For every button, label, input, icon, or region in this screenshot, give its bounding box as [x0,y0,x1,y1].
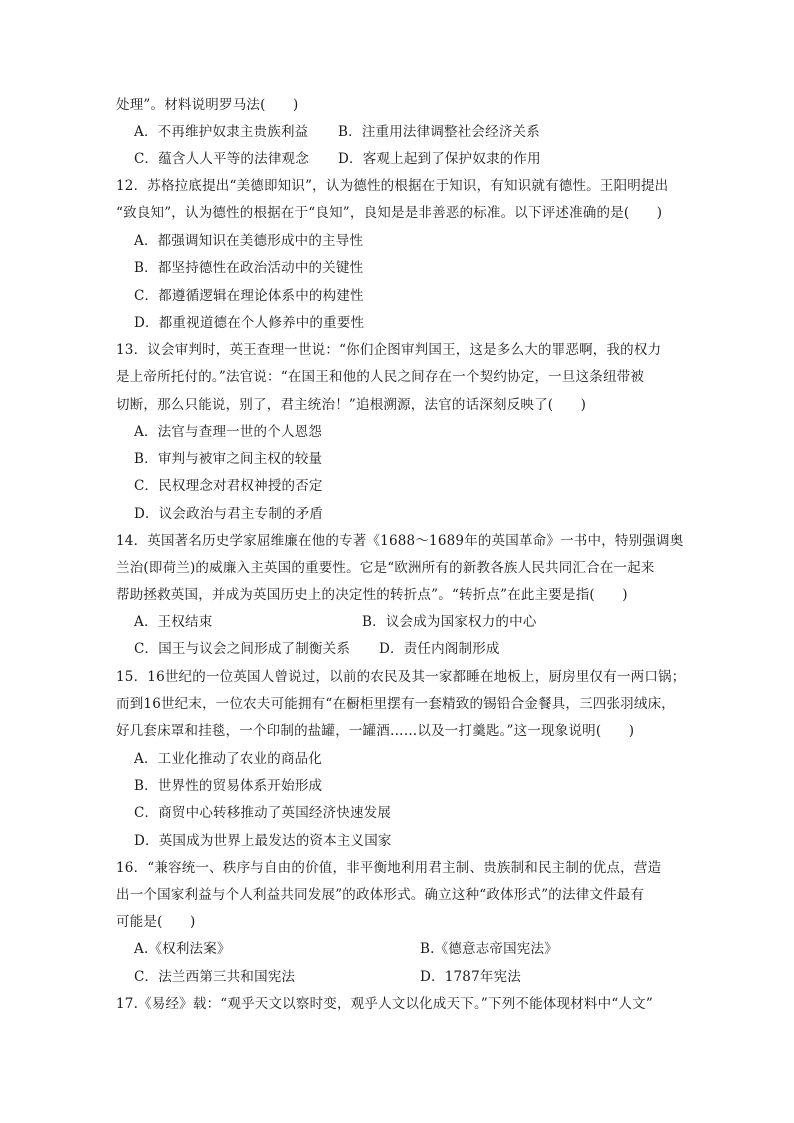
q16-stem-line-3: 可能是( ) [116,914,196,930]
q11-option-c: C．蕴含人人平等的法律观念 [134,151,309,167]
q14-option-c: C．国王与议会之间形成了制衡关系 [134,641,351,657]
q14-option-row-2 [134,640,714,658]
q13-option-d: D．议会政治与君主专制的矛盾 [134,506,324,522]
q14-option-a: A．王权结束 [134,614,213,630]
q11-option-d: D．客观上起到了保护奴隶的作用 [338,151,541,167]
q14-stem-line-2: 兰治(即荷兰)的威廉入主英国的重要性。它是“欧洲所有的新教各族人民共同汇合在一起来 [116,560,655,576]
q16-option-row-2 [134,968,714,986]
q16-option-row-1 [134,940,714,958]
q14-option-d: D．责任内阁制形成 [379,641,500,657]
q15-option-a: A．工业化推动了农业的商品化 [134,751,323,767]
q12-stem-line-1: 12．苏格拉底提出“美德即知识”，认为德性的根据在于知识，有知识就有德性。王阳明提出 [116,178,669,194]
q13-option-c: C．民权理念对君权神授的否定 [134,478,323,494]
q16-option-a: A.《权利法案》 [134,941,231,957]
q14-option-row-1 [134,613,714,631]
q16-option-c: C．法兰西第三共和国宪法 [134,969,296,985]
q11-option-row-2 [134,150,714,168]
q12-option-b: B．都坚持德性在政治活动中的关键性 [134,260,364,276]
q15-stem-line-1: 15．16世纪的一位英国人曾说过，以前的农民及其一家都睡在地板上，厨房里仅有一两口锅； [116,669,686,685]
q12-option-d: D．都重视道德在个人修养中的重要性 [134,315,365,331]
q16-option-d: D．1787年宪法 [420,969,521,985]
q16-option-b: B.《德意志帝国宪法》 [420,941,558,957]
q12-option-a: A．都强调知识在美德形成中的主导性 [134,233,364,249]
q13-option-b: B．审判与被审之间主权的较量 [134,451,323,467]
q12-option-c: C．都遵循逻辑在理论体系中的构建性 [134,288,364,304]
q15-option-c: C．商贸中心转移推动了英国经济快速发展 [134,805,392,821]
q11-option-row-1 [134,123,714,141]
q11-stem-tail: 处理”。材料说明罗马法( ) [116,97,299,113]
q14-option-b: B．议会成为国家权力的中心 [362,614,537,630]
q13-option-a: A．法官与查理一世的个人恩怨 [134,424,323,440]
q13-stem-line-3: 切断，那么只能说，别了，君主统治！”追根溯源，法官的话深刻反映了( ) [116,397,587,413]
q16-stem-line-1: 16．“兼容统一、秩序与自由的价值，非平衡地利用君主制、贵族制和民主制的优点，营造 [116,860,662,876]
q15-stem-line-3: 好几套床罩和挂毯，一个印制的盐罐，一罐酒……以及一打羹匙。”这一现象说明( ) [116,723,635,739]
q13-stem-line-2: 是上帝所托付的。”法官说：“在国王和他的人民之间存在一个契约协定，一旦这条纽带被 [116,369,645,385]
q15-stem-line-2: 而到16世纪末，一位农夫可能拥有“在橱柜里摆有一套精致的锡铅合金餐具，三四张羽绒床， [116,696,675,712]
q14-stem-line-1: 14．英国著名历史学家屈维廉在他的专著《1688～1689年的英国革命》一书中，特别强调奥 [116,533,684,549]
q11-option-b: B．注重用法律调整社会经济关系 [338,124,540,140]
q11-option-a: A．不再维护奴隶主贵族利益 [134,124,309,140]
q15-option-b: B．世界性的贸易体系开始形成 [134,778,323,794]
q13-stem-line-1: 13．议会审判时，英王查理一世说：“你们企图审判国王，这是多么大的罪恶啊，我的权力 [116,342,662,358]
q12-stem-line-2: “致良知”，认为德性的根据在于“良知”，良知是是非善恶的标准。以下评述准确的是( ) [116,205,663,221]
q15-option-d: D．英国成为世界上最发达的资本主义国家 [134,833,392,849]
q17-stem-line-1: 17.《易经》载：“观乎天文以察时变，观乎人文以化成天下。”下列不能体现材料中“人文” [116,996,653,1012]
q14-stem-line-3: 帮助拯救英国，并成为英国历史上的决定性的转折点”。“转折点”在此主要是指( ) [116,587,628,603]
q16-stem-line-2: 出一个国家利益与个人利益共同发展”的政体形式。确立这种“政体形式”的法律文件最有 [116,887,645,903]
